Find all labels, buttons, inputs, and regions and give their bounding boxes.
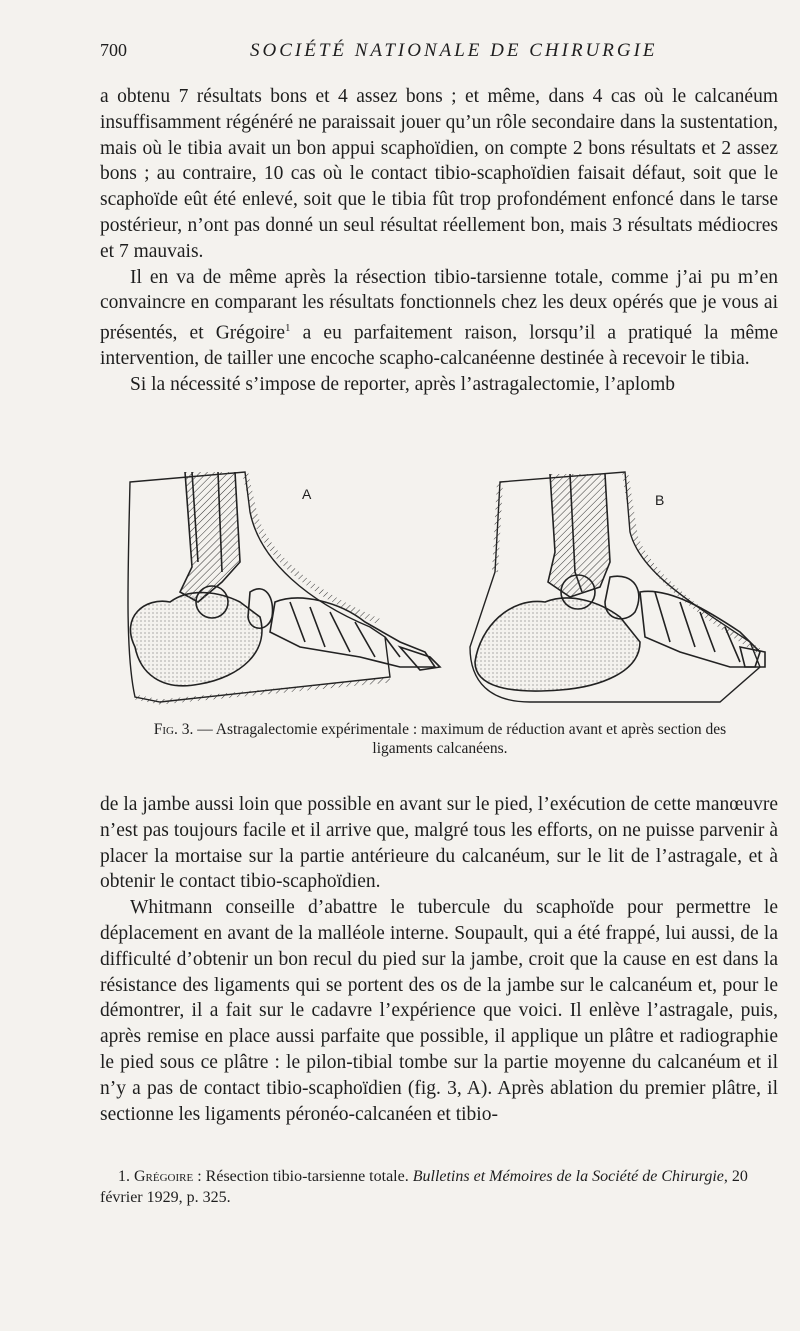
body-text-top bbox=[100, 84, 778, 398]
foot-diagram-b bbox=[470, 472, 765, 702]
paragraph: de la jambe aussi loin que possible en avant sur le pied, l’exécution de cette manœuvre n’est pas toujours facile et il arrive que, malgré tous les efforts, on ne puisse parvenir à placer la mortaise sur la partie antérieure du calcanéum, sur le lit de l’astragale, et à obtenir le contact tibio-scaphoïdien. bbox=[100, 794, 778, 893]
paragraph bbox=[100, 265, 778, 373]
figure-label-b: B bbox=[655, 492, 665, 508]
footnote-author: Grégoire bbox=[134, 1168, 194, 1185]
paragraph: Si la nécessité s’impose de reporter, après l’astragalectomie, l’aplomb bbox=[130, 374, 676, 396]
page-number: 700 bbox=[100, 40, 127, 60]
caption-figure-number: Fig. 3. bbox=[153, 721, 194, 738]
body-text-bottom bbox=[100, 792, 778, 1127]
paragraph-text: a eu parfaitement raison, lorsqu’il a pratiqué la même intervention, de tailler une encoche scapho-calcanéenne destinée à recevoir le tibia. bbox=[100, 322, 778, 370]
paragraph: a obtenu 7 résultats bons et 4 assez bons ; et même, dans 4 cas où le calcanéum insuffisamment régénéré ne paraissait jouer qu’un rôle secondaire dans la sustentation, mais où le tibia avait un bon appui scaphoïdien, on compte 2 bons résultats et 2 assez bons ; au contraire, 10 cas où le contact tibio-scaphoïdien faisait défaut, soit que le scaphoïde eût été enlevé, soit que le tibia fût trop profondément enfoncé dans le tarse postérieur, n’ont pas donné un seul résultat réellement bon, mais 3 résultats médiocres et 7 mauvais. bbox=[100, 86, 778, 262]
caption-text: — Astragalectomie expérimentale : maximum de réduction avant et après section des ligaments calcanéens. bbox=[193, 721, 727, 757]
foot-diagram-a bbox=[128, 472, 440, 702]
figure-caption bbox=[140, 720, 740, 758]
figure-label-a: A bbox=[302, 486, 312, 502]
footnote-ref: 1 bbox=[285, 322, 291, 335]
running-head: SOCIÉTÉ NATIONALE DE CHIRURGIE bbox=[250, 40, 658, 61]
paragraph-text: Il en va de même après la résection tibio-tarsienne totale, comme j’ai pu m’en convaincre en comparant les résultats fonctionnels chez les deux opérés que je vous ai présentés, et Grégoire bbox=[100, 266, 778, 344]
paragraph: Whitmann conseille d’abattre le tubercule du scaphoïde pour permettre le déplacement en avant de la malléole interne. Soupault, qui a été frappé, lui aussi, de la difficulté d’obtenir un bon recul du pied sur la jambe, croit que la cause en est dans la résistance des ligaments qui se portent des os de la jambe sur le calcanéum et, pour le démontrer, il a fait sur le cadavre l’expérience que voici. Il enlève l’astragale, puis, après remise en place aussi parfaite que possible, il applique un plâtre et radiographie le pied sous ce plâtre : le pilon-tibial tombe sur la partie moyenne du calcanéum et il n’y a pas de contact tibio-scaphoïdien (fig. 3, A). Après ablation du premier plâtre, il sectionne les ligaments péronéo-calcanéen et tibio- bbox=[100, 897, 778, 1125]
footnote-journal: Bulletins et Mémoires de la Société de Chirurgie bbox=[412, 1168, 724, 1185]
footnote-number: 1. bbox=[118, 1168, 130, 1185]
page-header bbox=[100, 40, 780, 70]
footnote-rest: , 20 février 1929, p. 325. bbox=[100, 1168, 748, 1206]
footnote bbox=[100, 1166, 780, 1208]
footnote-text: : Résection tibio-tarsienne totale. bbox=[193, 1168, 413, 1185]
foot-diagrams bbox=[100, 452, 780, 722]
figure-3 bbox=[100, 452, 780, 722]
